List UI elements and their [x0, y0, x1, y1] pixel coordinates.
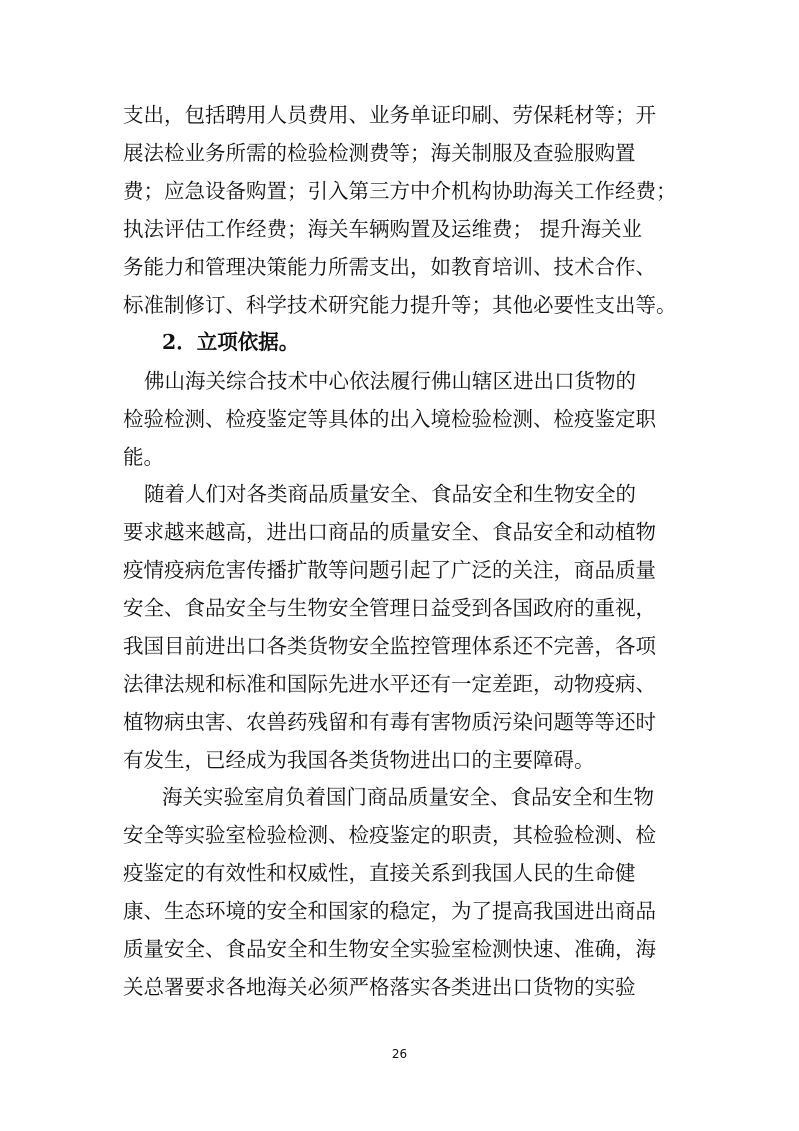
text-line: 康、生态环境的安全和国家的稳定，为了提高我国进出商品 [123, 899, 656, 923]
text-line: 随着人们对各类商品质量安全、食品安全和生物安全的 [144, 482, 636, 506]
text-line: 执法评估工作经费；海关车辆购置及运维费； 提升海关业 [123, 217, 643, 241]
text-line: 能。 [123, 445, 164, 469]
text-line: 有发生，已经成为我国各类货物进出口的主要障碍。 [123, 748, 595, 772]
text-line: 质量安全、食品安全和生物安全实验室检测快速、准确，海 [123, 937, 656, 961]
section-heading: 2．立项依据。 [162, 330, 300, 354]
text-line: 法律法规和标准和国际先进水平还有一定差距，动物疫病、 [123, 672, 656, 696]
text-line: 费；应急设备购置；引入第三方中介机构协助海关工作经费； [123, 179, 677, 203]
page-number: 26 [391, 1047, 408, 1061]
text-line: 关总署要求各地海关必须严格落实各类进出口货物的实验 [123, 975, 636, 999]
text-line: 要求越来越高，进出口商品的质量安全、食品安全和动植物 [123, 520, 656, 544]
text-line: 支出，包括聘用人员费用、业务单证印刷、劳保耗材等；开 [123, 103, 656, 127]
text-line: 海关实验室肩负着国门商品质量安全、食品安全和生物 [162, 785, 654, 809]
text-line: 疫鉴定的有效性和权威性，直接关系到我国人民的生命健 [123, 861, 636, 885]
text-line: 务能力和管理决策能力所需支出，如教育培训、技术合作、 [123, 255, 656, 279]
text-line: 检验检测、检疫鉴定等具体的出入境检验检测、检疫鉴定职 [123, 407, 656, 431]
text-line: 展法检业务所需的检验检测费等；海关制服及查验服购置 [123, 141, 636, 165]
text-line: 佛山海关综合技术中心依法履行佛山辖区进出口货物的 [144, 369, 636, 393]
text-line: 标准制修订、科学技术研究能力提升等；其他必要性支出等。 [123, 293, 677, 317]
text-line: 疫情疫病危害传播扩散等问题引起了广泛的关注，商品质量 [123, 558, 656, 582]
text-line: 安全、食品安全与生物安全管理日益受到各国政府的重视， [123, 596, 656, 620]
text-line: 安全等实验室检验检测、检疫鉴定的职责，其检验检测、检 [123, 823, 656, 847]
text-line: 我国目前进出口各类货物安全监控管理体系还不完善，各项 [123, 634, 656, 658]
text-line: 植物病虫害、农兽药残留和有毒有害物质污染问题等等还时 [123, 710, 656, 734]
